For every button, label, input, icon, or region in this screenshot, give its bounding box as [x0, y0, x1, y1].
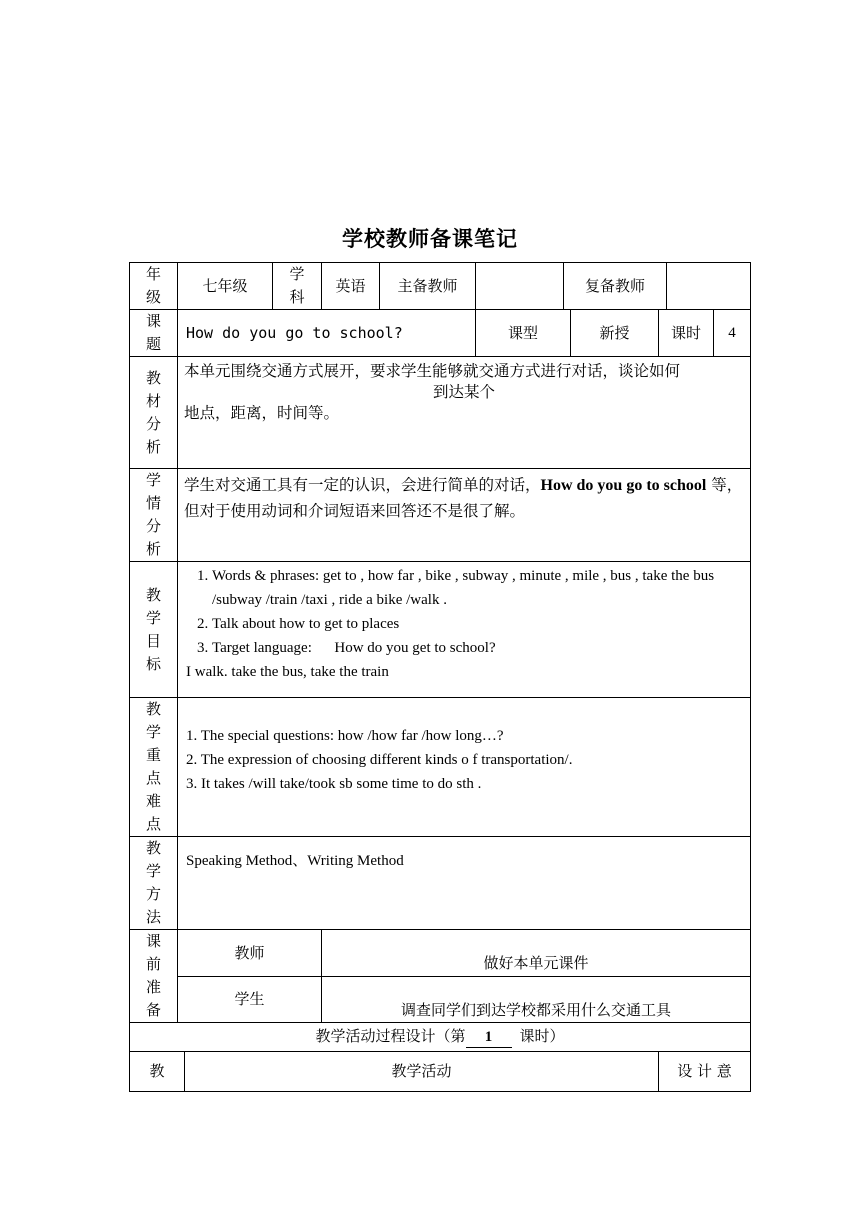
methods-content: Speaking Method、Writing Method — [178, 837, 751, 930]
topic-label: 课题 — [130, 310, 178, 357]
process-title: 教学活动过程设计（第 1 课时） — [130, 1023, 751, 1052]
teaching-goals-list — [186, 564, 744, 660]
row-student-analysis — [130, 469, 751, 562]
material-line-1: 本单元围绕交通方式展开，要求学生能够就交通方式进行对话，谈论如何 — [184, 362, 681, 380]
hours-value: 4 — [714, 310, 751, 357]
process-col-teach: 教 — [130, 1052, 185, 1092]
hours-label: 课时 — [659, 310, 714, 357]
page-title: 学校教师备课笔记 — [342, 227, 518, 251]
subject-value: 英语 — [322, 263, 380, 310]
methods-label: 教学方法 — [130, 837, 178, 930]
material-analysis-content — [178, 357, 751, 469]
co-teacher-label: 复备教师 — [564, 263, 667, 310]
prep-teacher-label: 教师 — [178, 930, 322, 977]
key-point-2: 2. The expression of choosing different kinds o f transportation/. — [186, 752, 573, 768]
key-points-content — [178, 698, 751, 837]
material-line-3: 地点，距离，时间等。 — [184, 403, 340, 422]
row-teaching-goals — [130, 562, 751, 698]
goal-item-2: 2. Talk about how to get to places — [212, 612, 744, 636]
row-process-columns — [130, 1052, 751, 1092]
subject-label: 学科 — [273, 263, 322, 310]
row-prep-student — [130, 976, 751, 1023]
row-methods — [130, 837, 751, 930]
student-analysis-label: 学情分析 — [130, 469, 178, 562]
grade-value: 七年级 — [178, 263, 273, 310]
teaching-goals-content — [178, 562, 751, 698]
process-col-activity: 教学活动 — [185, 1052, 659, 1092]
student-analysis-text-c: 等，但对于使用动词和介词短语来回答还不是很了解。 — [184, 476, 743, 520]
row-topic — [130, 310, 751, 357]
row-prep-teacher — [130, 930, 751, 977]
process-col-intent: 设 计 意 — [659, 1052, 751, 1092]
key-point-1: 1. The special questions: how /how far /how long…? — [186, 728, 504, 744]
material-line-2: 到达某个 — [433, 382, 496, 401]
type-label: 课型 — [476, 310, 571, 357]
goal-item-1: 1. Words & phrases: get to , how far , bike , subway , minute , mile , bus , take the bus /subway /train /taxi , ride a bike /walk . — [212, 564, 744, 612]
main-teacher-label: 主备教师 — [380, 263, 476, 310]
teaching-goals-label: 教学目标 — [130, 562, 178, 698]
lesson-number: 1 — [466, 1027, 512, 1048]
lesson-plan-table — [129, 262, 751, 1092]
student-analysis-text-b: How do you go to school — [540, 477, 707, 494]
key-points-label: 教学重点难点 — [130, 698, 178, 837]
prep-student-value: 调查同学们到达学校都采用什么交通工具 — [322, 976, 751, 1023]
row-material-analysis — [130, 357, 751, 469]
topic-value: How do you go to school? — [178, 310, 476, 357]
co-teacher-value — [667, 263, 751, 310]
preparation-label: 课前准备 — [130, 930, 178, 1023]
student-analysis-content — [178, 469, 751, 562]
grade-label: 年级 — [130, 263, 178, 310]
goal-item-3: 3. Target language: How do you get to school? — [212, 636, 744, 660]
type-value: 新授 — [571, 310, 659, 357]
row-process-title — [130, 1023, 751, 1052]
row-grade — [130, 263, 751, 310]
goal-extra-line: I walk. take the bus, take the train — [186, 664, 389, 680]
student-analysis-text-a: 学生对交通工具有一定的认识，会进行简单的对话， — [184, 476, 541, 494]
prep-teacher-value: 做好本单元课件 — [322, 930, 751, 977]
material-analysis-label: 教材分析 — [130, 357, 178, 469]
main-teacher-value — [476, 263, 564, 310]
prep-student-label: 学生 — [178, 976, 322, 1023]
key-point-3: 3. It takes /will take/took sb some time to do sth . — [186, 776, 482, 792]
row-key-points — [130, 698, 751, 837]
